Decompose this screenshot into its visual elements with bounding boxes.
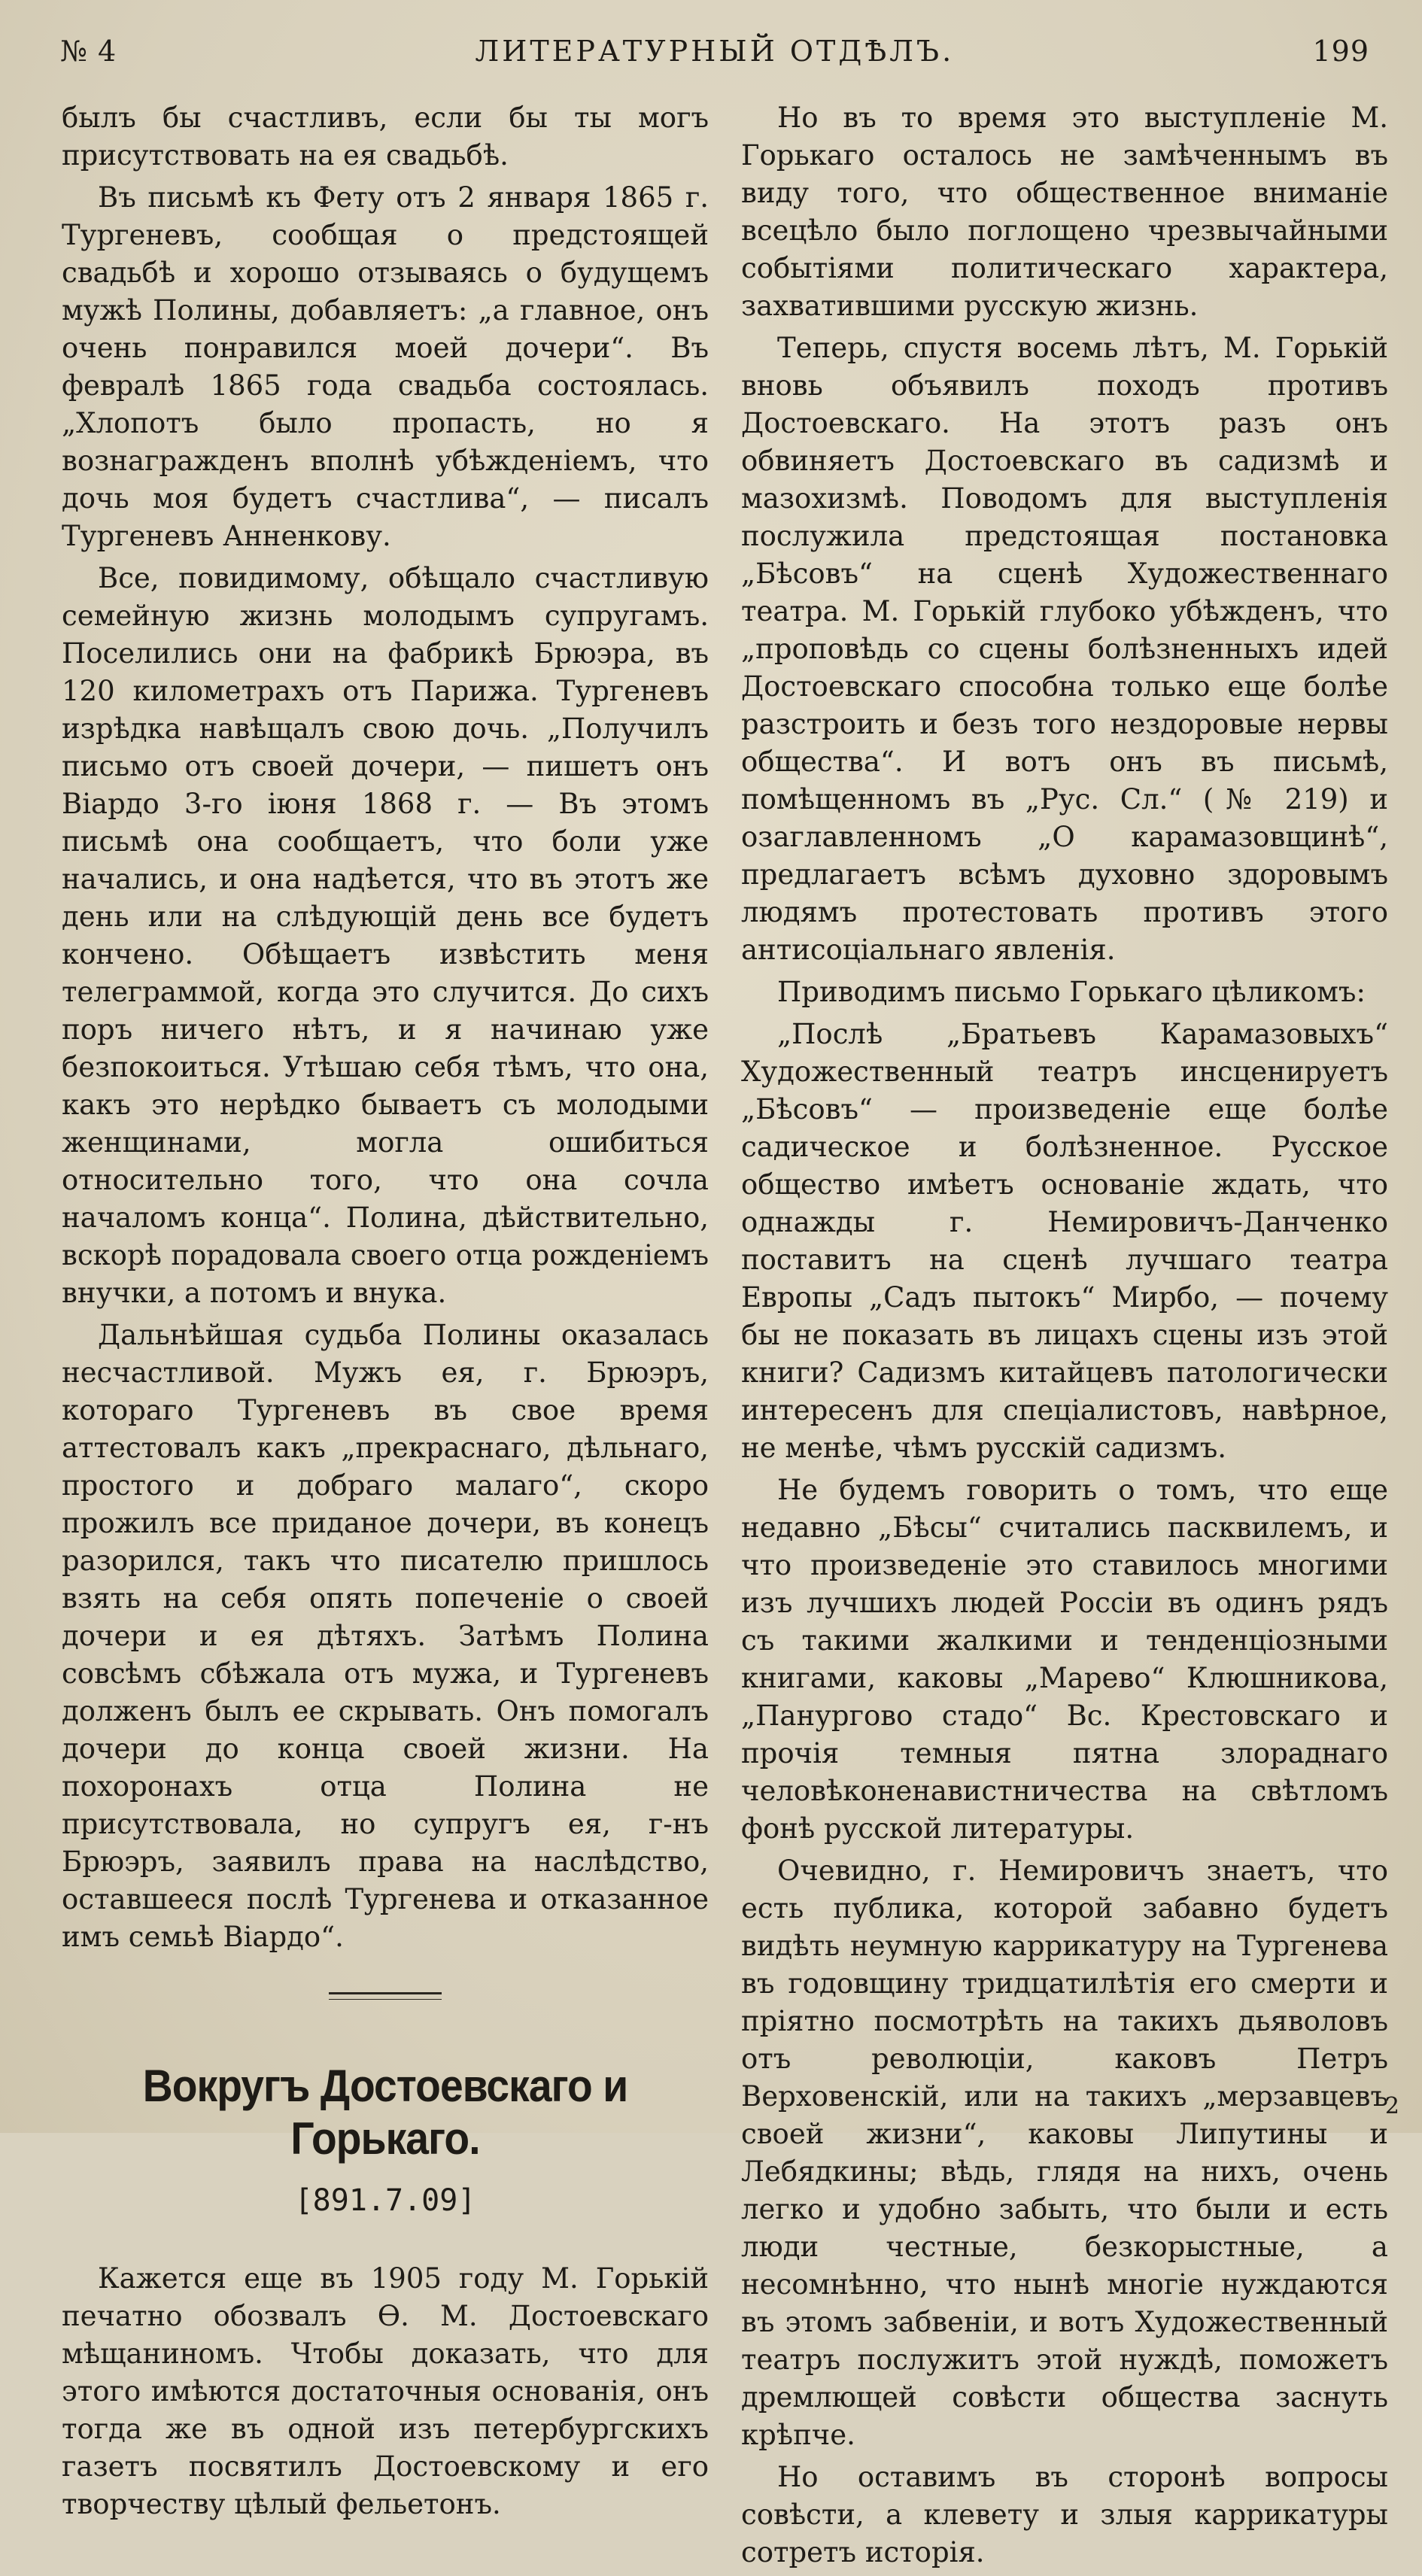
page-number: 199 bbox=[1312, 35, 1369, 68]
article-title: Вокругъ Достоевскаго и Горькаго. bbox=[142, 2061, 628, 2164]
left-column bbox=[62, 99, 709, 2528]
paragraph: Все, повидимому, обѣщало счастливую семейную жизнь молодымъ супругамъ. Поселились они на фабрикѣ Брюэра, въ 120 километрахъ отъ Парижа. Тургеневъ изрѣдка навѣщалъ свою дочь. „Получилъ письмо отъ своей дочери, — пишетъ онъ Віардо 3-го іюня 1868 г. — Въ этомъ письмѣ она сообщаетъ, что боли уже начались, и она надѣется, что въ этотъ же день или на слѣдующій день все будетъ кончено. Обѣщаетъ извѣстить меня телеграммой, когда это случится. До сихъ поръ ничего нѣтъ, и я начинаю уже безпокоиться. Утѣшаю себя тѣмъ, что она, какъ это нерѣдко бываетъ съ молодыми женщинами, могла ошибиться относительно того, что она сочла началомъ конца“. Полина, дѣйствительно, вскорѣ порадовала своего отца рожденіемъ внучки, а потомъ и внука. bbox=[62, 562, 709, 1309]
paragraph: Въ письмѣ къ Фету отъ 2 января 1865 г. Тургеневъ, сообщая о предстоящей свадьбѣ и хорошо отзываясь о будущемъ мужѣ Полины, добавляетъ: „а главное, онъ очень понравился моей дочери“. Въ февралѣ 1865 года свадьба состоялась. „Хлопотъ было пропасть, но я вознагражденъ вполнѣ убѣжденіемъ, что дочь моя будетъ счастлива“, — писалъ Тургеневъ Анненкову. bbox=[62, 181, 709, 552]
catalog-stamp: [891.7.09] bbox=[294, 2183, 476, 2218]
paragraph: Теперь, спустя восемь лѣтъ, М. Горькій вновь объявилъ походъ противъ Достоевскаго. На этотъ разъ онъ обвиняетъ Достоевскаго въ садизмѣ и мазохизмѣ. Поводомъ для выступленія послужила предстоящая постановка „Бѣсовъ“ на сценѣ Художественнаго театра. М. Горькій глубоко убѣжденъ, что „проповѣдь со сцены болѣзненныхъ идей Достоевскаго способна только еще болѣе разстроить и безъ того нездоровые нервы общества“. И вотъ онъ въ письмѣ, помѣщенномъ въ „Рус. Сл.“ (№ 219) и озаглавленномъ „О карамазовщинѣ“, предлагаетъ всѣмъ духовно здоровымъ людямъ протестовать противъ этого антисоціальнаго явленія. bbox=[741, 332, 1388, 966]
paragraph: Кажется еще въ 1905 году М. Горькій печатно обозвалъ Ѳ. М. Достоевскаго мѣщаниномъ. Чтобы доказать, что для этого имѣются достаточныя основанія, онъ тогда же въ одной изъ петербургскихъ газетъ посвятилъ Достоевскому и его творчеству цѣлый фельетонъ. bbox=[62, 2262, 709, 2520]
quoted-paragraph: Не будемъ говорить о томъ, что еще недавно „Бѣсы“ считались пасквилемъ, и что произведеніе это ставилось многими изъ лучшихъ людей Россіи въ одинъ рядъ съ такими жалкими и тенденціозными книгами, каковы „Марево“ Клюшникова, „Панургово стадо“ Вс. Крестовскаго и прочія темныя пятна злораднаго человѣконенавистничества на свѣтломъ фонѣ русской литературы. bbox=[741, 1474, 1388, 1845]
printer-signature-mark: 2 bbox=[1384, 2093, 1399, 2119]
section-divider bbox=[329, 1992, 442, 2000]
paragraph: Но въ то время это выступленіе М. Горькаго осталось не замѣченнымъ въ виду того, что общественное вниманіе всецѣло было поглощено чрезвычайными событіями политическаго характера, захватившими русскую жизнь. bbox=[741, 102, 1388, 322]
paragraph: Но оставимъ въ сторонѣ вопросы совѣсти, а клевету и злыя каррикатуры сотретъ исторія. bbox=[741, 2461, 1388, 2568]
paragraph: Приводимъ письмо Горькаго цѣликомъ: bbox=[777, 976, 1366, 1008]
issue-number: № 4 bbox=[60, 35, 117, 68]
quoted-paragraph: „Послѣ „Братьевъ Карамазовыхъ“ Художественный театръ инсценируетъ „Бѣсовъ“ — произведеніе еще болѣе садическое и болѣзненное. Русское общество имѣетъ основаніе ждать, что однажды г. Немировичъ-Данченко поставитъ на сценѣ лучшаго театра Европы „Садъ пытокъ“ Мирбо, — почему бы не показать въ лицахъ сцены изъ этой книги? Садизмъ китайцевъ патологически интересенъ для спеціалистовъ, навѣрное, не менѣе, чѣмъ русскій садизмъ. bbox=[741, 1018, 1388, 1464]
quoted-paragraph: Очевидно, г. Немировичъ знаетъ, что есть публика, которой забавно будетъ видѣть неумную каррикатуру на Тургенева въ годовщину тридцатилѣтія его смерти и пріятно посмотрѣть на такихъ дьяволовъ отъ революціи, каковъ Петръ Верховенскій, или на такихъ „мерзавцевъ своей жизни“, каковы Липутины и Лебядкины; вѣдь, глядя на нихъ, очень легко и удобно забыть, что были и есть люди честные, безкорыстные, а несомнѣнно, что нынѣ многіе нуждаются въ этомъ забвеніи, и вотъ Художественный театръ послужитъ этой нуждѣ, поможетъ дремлющей совѣсти общества заснуть крѣпче. bbox=[741, 1855, 1388, 2451]
running-head bbox=[60, 29, 1369, 74]
right-column bbox=[741, 99, 1388, 2576]
paragraph: Дальнѣйшая судьба Полины оказалась несчастливой. Мужъ ея, г. Брюэръ, котораго Тургеневъ въ свое время аттестовалъ какъ „прекраснаго, дѣльнаго, простого и добраго малаго“, скоро прожилъ все приданое дочери, въ конецъ разорился, такъ что писателю пришлось взять на себя опять попеченіе о своей дочери и ея дѣтяхъ. Затѣмъ Полина совсѣмъ сбѣжала отъ мужа, и Тургеневъ долженъ былъ ее скрывать. Онъ помогалъ дочери до конца своей жизни. На похоронахъ отца Полина не присутствовала, но супругъ ея, г-нъ Брюэръ, заявилъ права на наслѣдство, оставшееся послѣ Тургенева и отказанное имъ семьѣ Віардо“. bbox=[62, 1319, 709, 1953]
section-title: ЛИТЕРАТУРНЫЙ ОТДѢЛЪ. bbox=[475, 35, 955, 68]
paragraph: былъ бы счастливъ, если бы ты могъ присутствовать на ея свадьбѣ. bbox=[62, 102, 709, 172]
